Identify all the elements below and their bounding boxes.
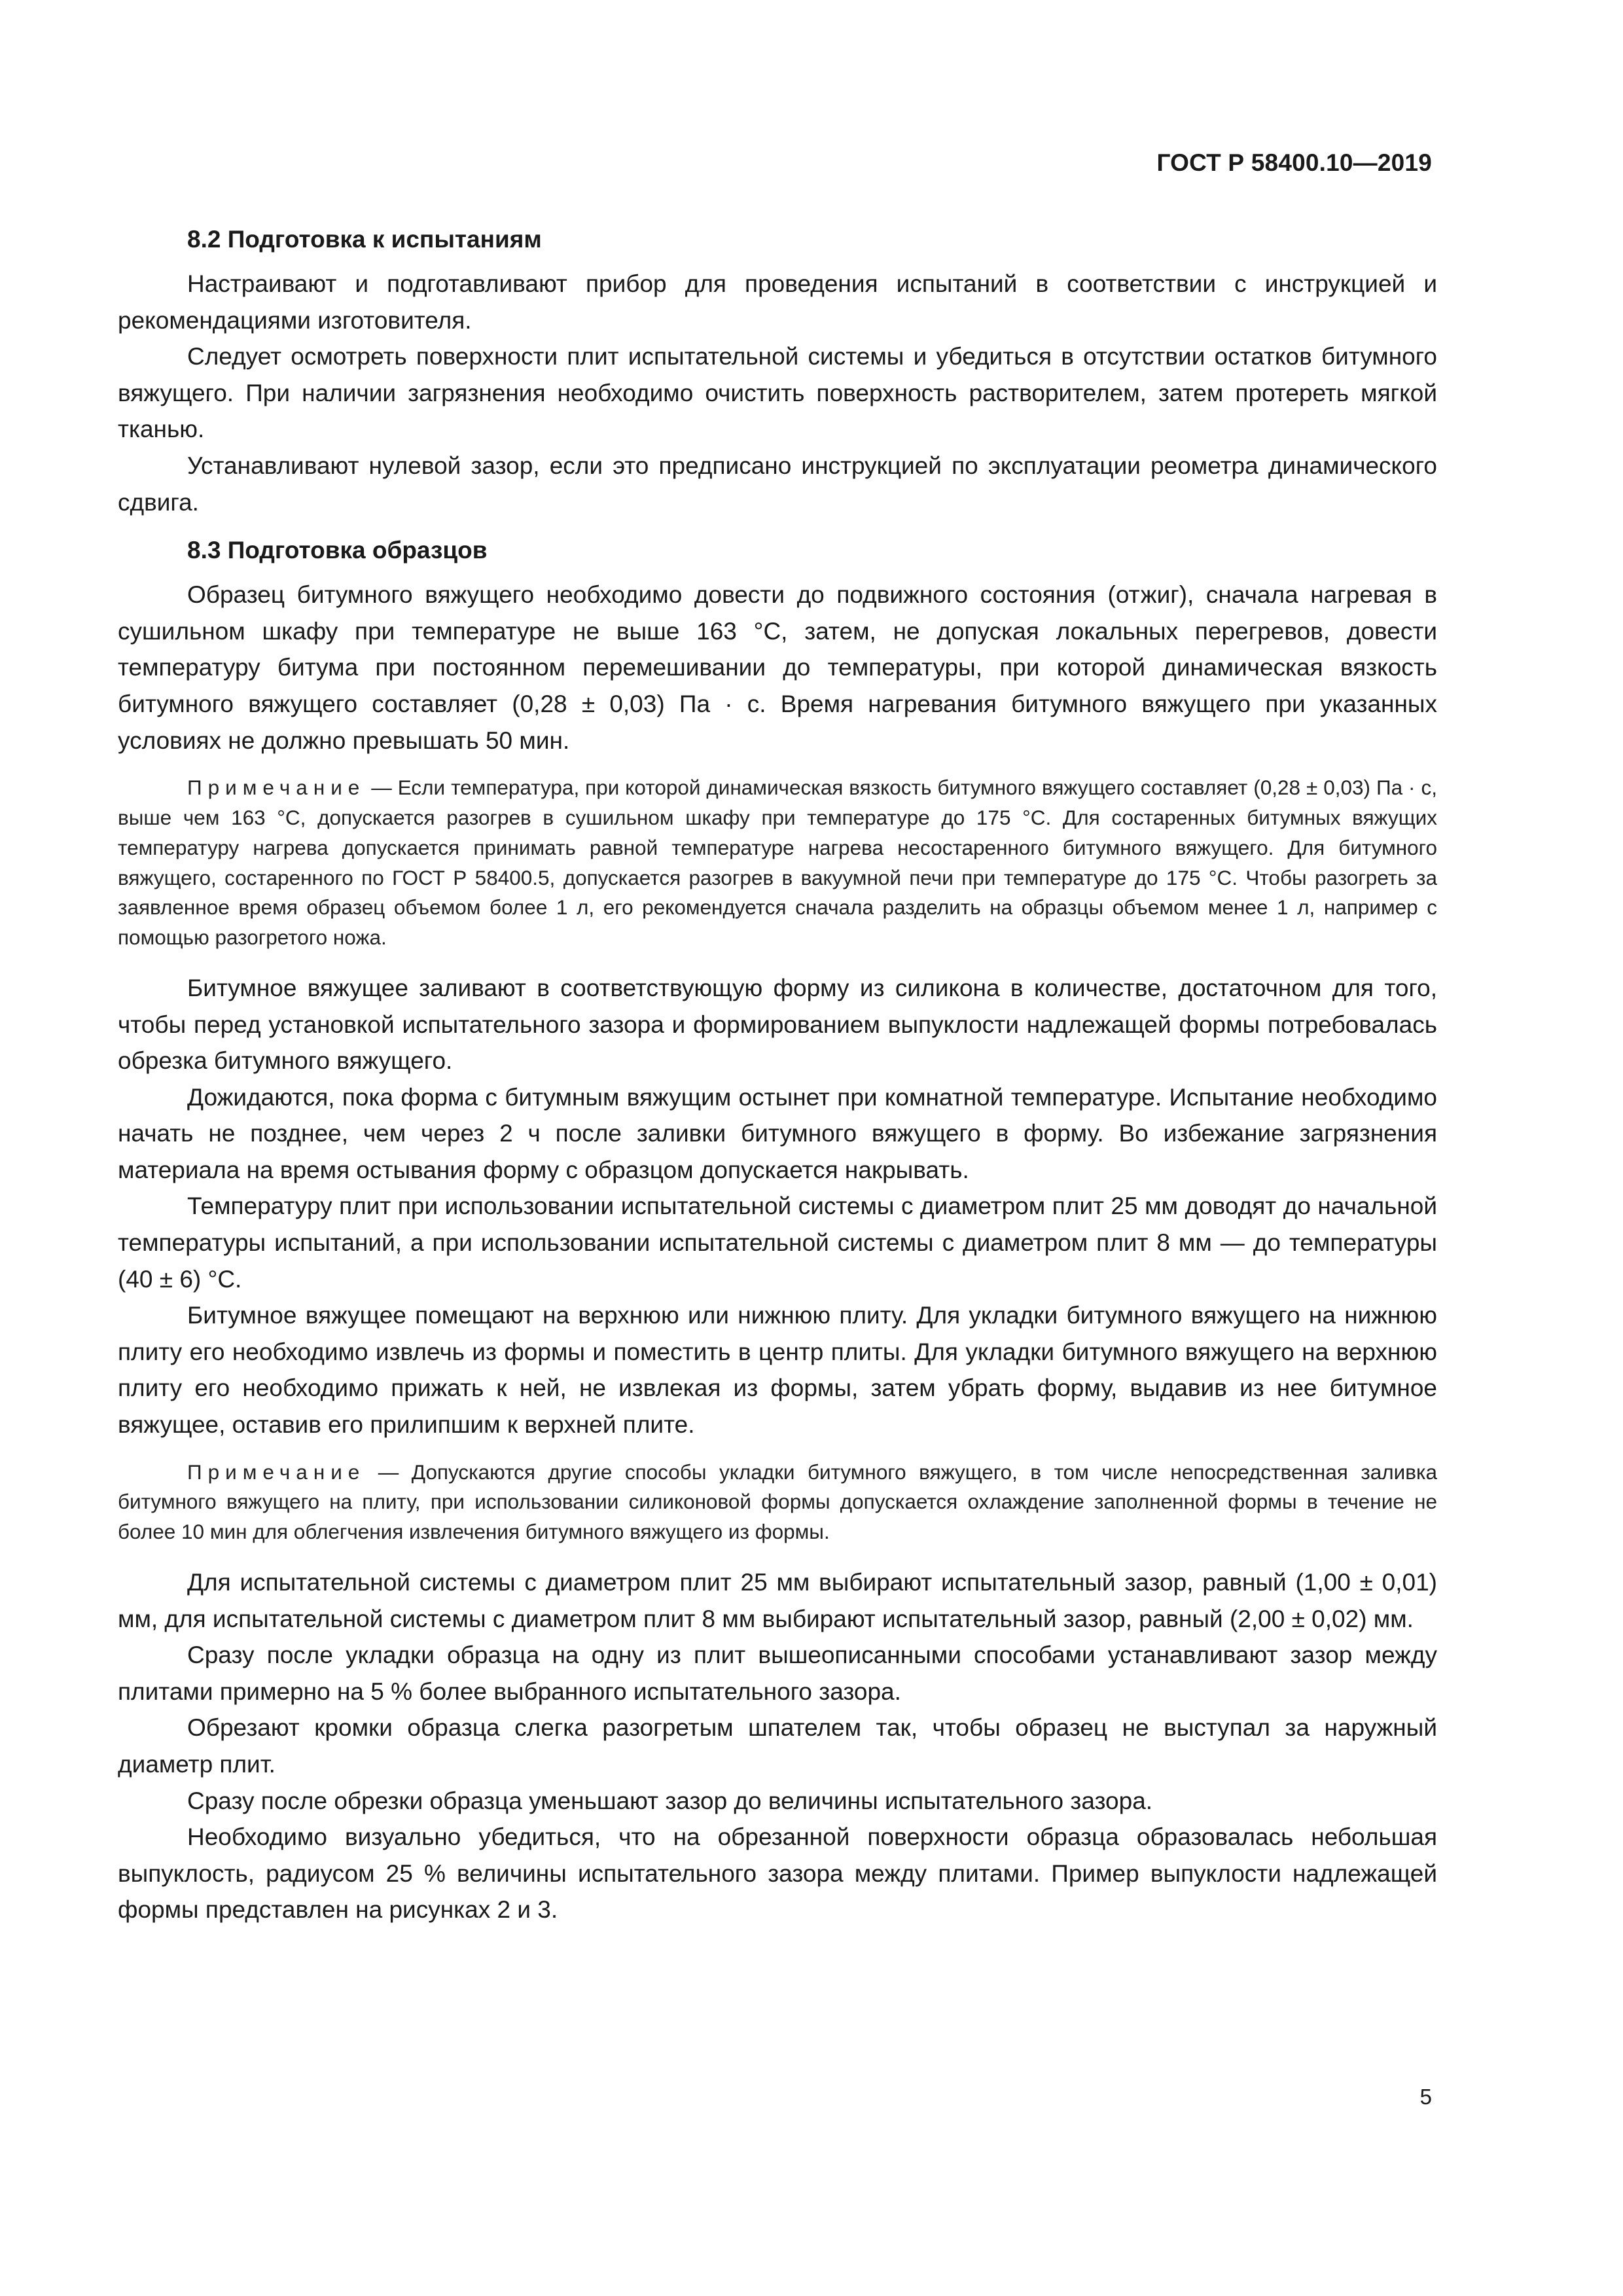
section-heading-8-2: 8.2 Подготовка к испытаниям <box>187 226 542 253</box>
section-heading-8-3: 8.3 Подготовка образцов <box>187 537 488 564</box>
note-label: Примечание <box>187 776 366 800</box>
paragraph: Настраивают и подготавливают прибор для проведения испытаний в соответствии с инструкцией и рекомендациями изготовителя. <box>118 270 1437 334</box>
paragraph: Устанавливают нулевой зазор, если это предписано инструкцией по эксплуатации реометра динамического сдвига. <box>118 452 1437 516</box>
paragraph: Образец битумного вяжущего необходимо довести до подвижного состояния (отжиг), сначала нагревая в сушильном шкафу при температуре не выше 163 °С, затем, не допуская локальных перегревов, довести температуру битума при постоянном перемешивании до температуры, при которой динамическая вязкость битумного вяжущего составляет (0,28 ± 0,03) Па · с. Время нагревания битумного вяжущего при указанных условиях не должно превышать 50 мин. <box>118 581 1437 754</box>
paragraph: Обрезают кромки образца слегка разогретым шпателем так, чтобы образец не выступал за наружный диаметр плит. <box>118 1714 1437 1778</box>
note-text: — Если температура, при которой динамическая вязкость битумного вяжущего составляет (0,28 ± 0,03) Па · с, выше чем 163 °С, допускается разогрев в сушильном шкафу при температуре до 175 °С. Для состаренных битумных вяжущих температуру нагрева допускается принимать равной температуре нагрева несостаренного битумного вяжущего. Для битумного вяжущего, состаренного по ГОСТ Р 58400.5, допускается разогрев в вакуумной печи при температуре до 175 °С. Чтобы разогреть за заявленное время образец объемом более 1 л, его рекомендуется сначала разделить на образцы объемом менее 1 л, например с помощью разогретого ножа. <box>118 776 1437 950</box>
paragraph: Для испытательной системы с диаметром плит 25 мм выбирают испытательный зазор, равный (1,00 ± 0,01) мм, для испытательной системы с диаметром плит 8 мм выбирают испытательный зазор, равный (2,00 ± 0,02) мм. <box>118 1569 1437 1632</box>
note-label: Примечание <box>187 1460 366 1484</box>
page-number: 5 <box>1419 2085 1432 2109</box>
paragraph: Следует осмотреть поверхности плит испытательной системы и убедиться в отсутствии остатков битумного вяжущего. При наличии загрязнения необходимо очистить поверхность растворителем, затем протереть мягкой тканью. <box>118 343 1437 443</box>
note <box>118 1458 1437 1547</box>
paragraph: Битумное вяжущее заливают в соответствующую форму из силикона в количестве, достаточном для того, чтобы перед установкой испытательного зазора и формированием выпуклости надлежащей формы потребовалась обрезка битумного вяжущего. <box>118 974 1437 1075</box>
paragraph: Сразу после обрезки образца уменьшают зазор до величины испытательного зазора. <box>187 1787 1153 1814</box>
paragraph: Необходимо визуально убедиться, что на обрезанной поверхности образца образовалась небольшая выпуклость, радиусом 25 % величины испытательного зазора между плитами. Пример выпуклости надлежащей формы представлен на рисунках 2 и 3. <box>118 1823 1437 1924</box>
paragraph: Сразу после укладки образца на одну из плит вышеописанными способами устанавливают зазор между плитами примерно на 5 % более выбранного испытательного зазора. <box>118 1641 1437 1705</box>
paragraph: Битумное вяжущее помещают на верхнюю или нижнюю плиту. Для укладки битумного вяжущего на нижнюю плиту его необходимо извлечь из формы и поместить в центр плиты. Для укладки битумного вяжущего на верхнюю плиту его необходимо прижать к ней, не извлекая из формы, затем убрать форму, выдавив из нее битумное вяжущее, оставив его прилипшим к верхней плите. <box>118 1302 1437 1439</box>
document-code: ГОСТ Р 58400.10—2019 <box>1156 149 1432 176</box>
page-body <box>118 221 1437 1928</box>
paragraph: Температуру плит при использовании испытательной системы с диаметром плит 25 мм доводят до начальной температуры испытаний, а при использовании испытательной системы с диаметром плит 8 мм — до температуры (40 ± 6) °С. <box>118 1193 1437 1293</box>
note-text: — Допускаются другие способы укладки битумного вяжущего, в том числе непосредственная заливка битумного вяжущего на плиту, при использовании силиконовой формы допускается охлаждение заполненной формы в течение не более 10 мин для облегчения извлечения битумного вяжущего из формы. <box>118 1460 1437 1544</box>
paragraph: Дожидаются, пока форма с битумным вяжущим остынет при комнатной температуре. Испытание необходимо начать не позднее, чем через 2 ч после заливки битумного вяжущего в форму. Во избежание загрязнения материала на время остывания форму с образцом допускается накрывать. <box>118 1083 1437 1183</box>
note <box>118 773 1437 953</box>
